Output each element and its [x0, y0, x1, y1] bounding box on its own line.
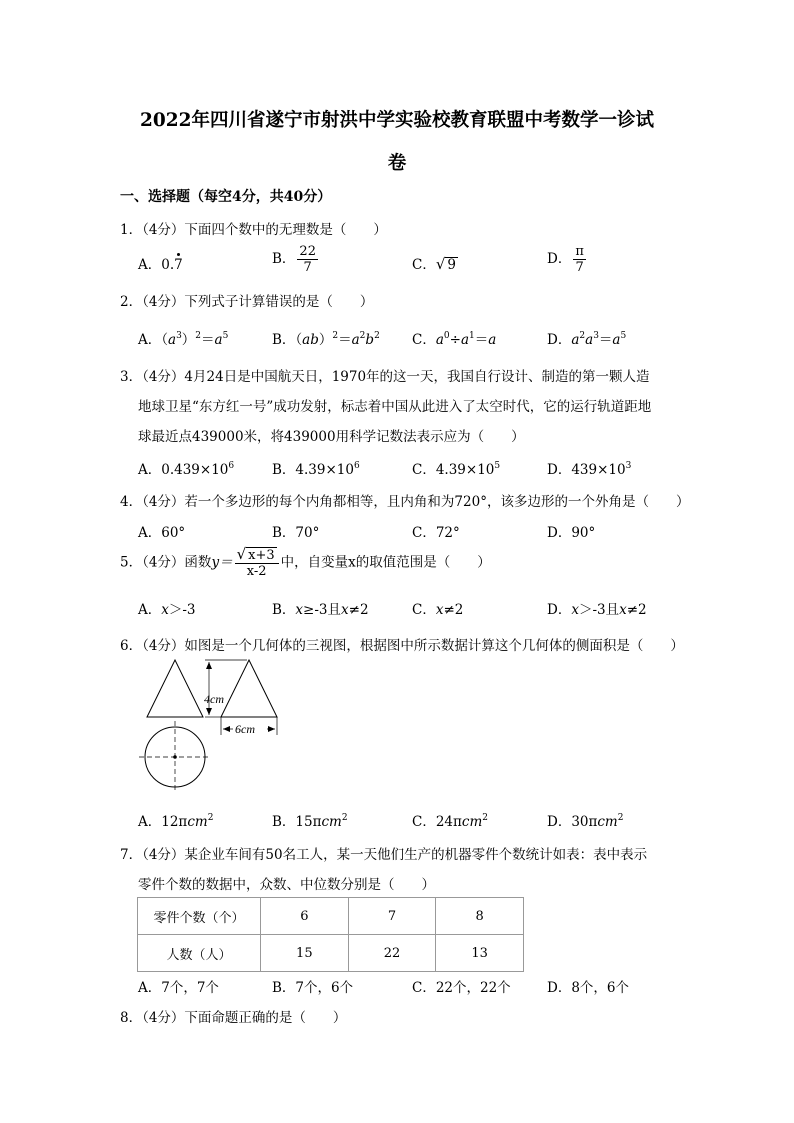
q2-option-c: C．$a^0\div a^1=a$ — [412, 331, 497, 348]
q1-option-d: D． $\frac{\pi}{7}$ — [547, 244, 584, 275]
q7-option-d: D．8个，6个 — [547, 980, 630, 996]
page-title: 2022年四川省遂宁市射洪中学实验校教育联盟中考数学一诊试 — [140, 110, 654, 131]
q4-option-c: C．72° — [412, 525, 460, 541]
q6-option-b: B．15πcm$^2$ — [272, 813, 348, 830]
q7-option-c: C．22个，22个 — [412, 980, 511, 996]
front-view-triangle — [147, 660, 203, 717]
q3-option-b: B．$4.39\times 10^6$ — [272, 461, 360, 478]
q7-table — [137, 897, 524, 972]
q2-option-b: B．$(ab)^2=a^2b^2$ — [272, 331, 380, 348]
three-view-figure — [135, 655, 295, 795]
table-cell: 13 — [436, 935, 524, 972]
table-cell: 7 — [348, 898, 436, 935]
q3-option-a: A．$0.439\times 10^6$ — [138, 461, 235, 478]
q4-option-d: D．90° — [547, 525, 596, 541]
table-cell: 人数（人） — [138, 935, 261, 972]
q5-option-a: A．x＞-3 — [138, 602, 196, 618]
table-cell: 15 — [261, 935, 349, 972]
q3-line2: 地球卫星“东方红一号”成功发射，标志着中国从此进入了太空时代，它的运行轨道距地 — [138, 399, 652, 415]
q6-stem: 6．（4分）如图是一个几何体的三视图，根据图中所示数据计算这个几何体的侧面积是（ ） — [120, 638, 684, 654]
q5-option-b: B．x≥-3且x≠2 — [272, 602, 369, 618]
table-cell: 6 — [261, 898, 349, 935]
q1-option-a: A．0.7 — [138, 257, 183, 273]
q7-line1: 7．（4分）某企业车间有50名工人，某一天他们生产的机器零件个数统计如表：表中表示 — [120, 847, 648, 863]
q7-option-b: B．7个，6个 — [272, 980, 354, 996]
q3-line1: 3．（4分）4月24日是中国航天日，1970年的这一天，我国自行设计、制造的第一颗人造 — [120, 369, 650, 385]
height-label: 4cm — [204, 692, 224, 706]
q6-option-d: D．30πcm$^2$ — [547, 813, 624, 830]
q1-option-b: B． $\frac{22}{7}$ — [272, 244, 316, 275]
q7-line2: 零件个数的数据中，众数、中位数分别是（ ） — [138, 877, 435, 893]
table-row — [138, 935, 524, 972]
q5-option-c: C．x≠2 — [412, 602, 464, 618]
q3-line3: 球最近点439000米，将439000用科学记数法表示应为（ ） — [138, 429, 525, 445]
q1-stem: 1．（4分）下面四个数中的无理数是（ ） — [120, 222, 387, 238]
section-heading: 一、选择题（每空4分，共40分） — [120, 189, 332, 205]
q4-stem: 4．（4分）若一个多边形的每个内角都相等，且内角和为720°，该多边形的一个外角是（ ） — [120, 494, 690, 510]
table-row — [138, 898, 524, 935]
q5-stem: 5．（4分）函数y＝ $\frac{√ x+3}{x-2}$ 中，自变量x的取值范围是（ ） — [120, 545, 491, 579]
q4-option-a: A．60° — [138, 525, 186, 541]
width-label: 6cm — [235, 722, 255, 736]
q2-option-a: A．$(a^3)^2=a^5$ — [138, 331, 229, 348]
q8-stem: 8．（4分）下面命题正确的是（ ） — [120, 1010, 347, 1026]
side-view-triangle — [221, 660, 277, 717]
q6-option-c: C．24πcm$^2$ — [412, 813, 488, 830]
q3-option-d: D．$439\times 10^3$ — [547, 461, 632, 478]
page-title-cont: 卷 — [387, 153, 407, 174]
q5-option-d: D．x＞-3且x≠2 — [547, 602, 647, 618]
q2-stem: 2．（4分）下列式子计算错误的是（ ） — [120, 294, 374, 310]
table-cell: 22 — [348, 935, 436, 972]
q4-option-b: B．70° — [272, 525, 320, 541]
q7-option-a: A．7个，7个 — [138, 980, 219, 996]
q2-option-d: D．$a^2a^3=a^5$ — [547, 331, 627, 348]
q6-option-a: A．12πcm$^2$ — [138, 813, 214, 830]
table-cell: 零件个数（个） — [138, 898, 261, 935]
q1-option-c: C．√ 9 — [412, 255, 456, 273]
table-cell: 8 — [436, 898, 524, 935]
q3-option-c: C．$4.39\times 10^5$ — [412, 461, 501, 478]
